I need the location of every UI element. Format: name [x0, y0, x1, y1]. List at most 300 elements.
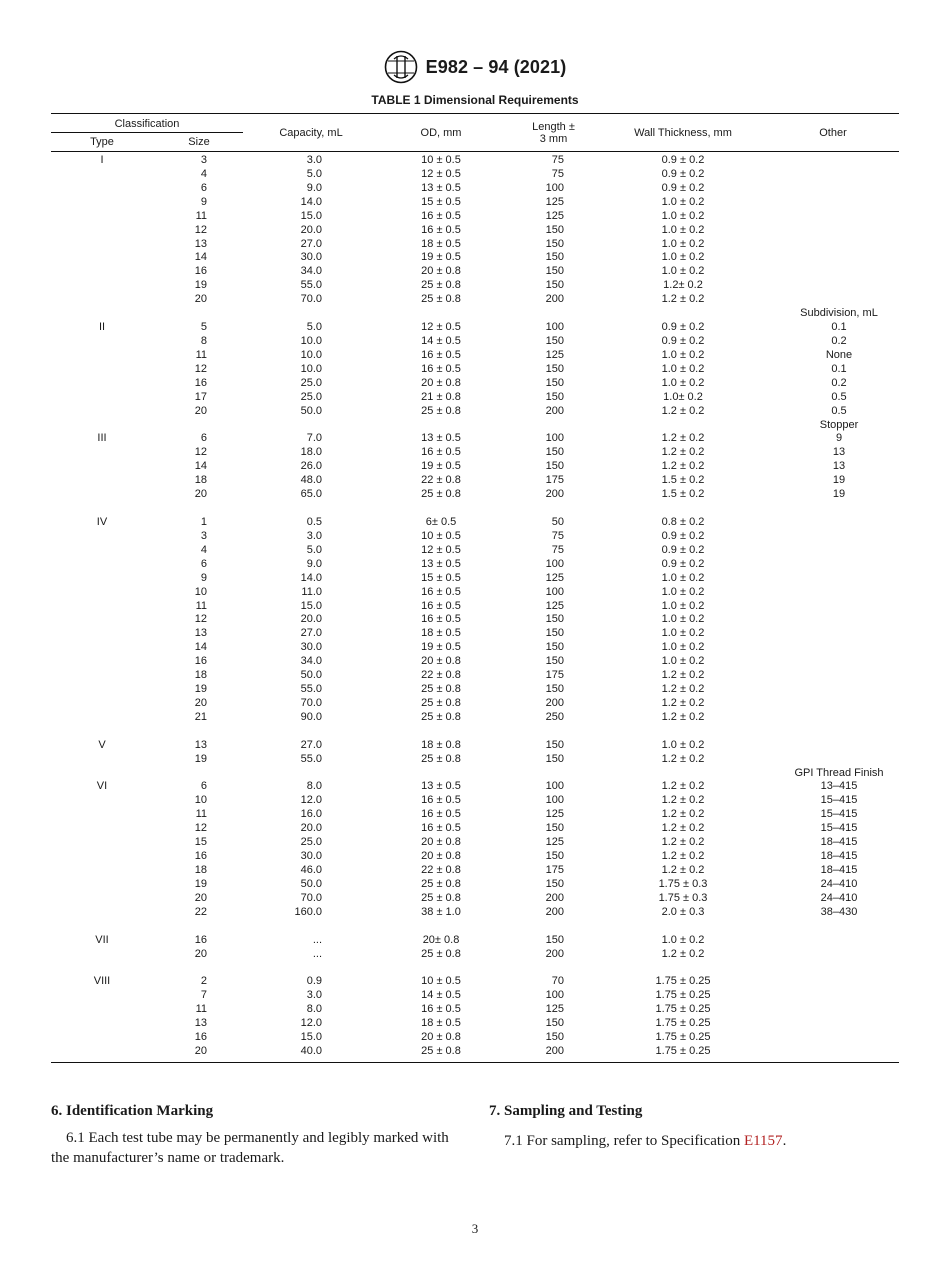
cell-capacity: 55.0 — [300, 752, 322, 765]
cell-length: 50 — [551, 515, 564, 528]
cell-wall-thickness: 0.9 ± 0.2 — [661, 543, 705, 556]
cell-capacity: 9.0 — [306, 557, 322, 570]
table-row — [51, 892, 899, 906]
cell-capacity: 30.0 — [300, 850, 322, 863]
cell-od: 21 ± 0.8 — [421, 390, 461, 403]
cell-od: 16 ± 0.5 — [421, 1003, 461, 1016]
cell-od: 16 ± 0.5 — [421, 223, 461, 236]
cell-wall-thickness: 1.0 ± 0.2 — [661, 209, 705, 222]
cell-length: 175 — [545, 864, 564, 877]
cell-length: 175 — [545, 474, 564, 487]
cell-length: 125 — [545, 571, 564, 584]
cell-capacity: 160.0 — [294, 905, 322, 918]
cell-capacity: 12.0 — [300, 1017, 322, 1030]
cell-type: III — [97, 432, 107, 445]
section-7-heading: 7. Sampling and Testing — [489, 1103, 643, 1119]
cell-length: 75 — [551, 529, 564, 542]
table-row — [51, 321, 899, 335]
cell-other: 0.1 — [831, 362, 847, 375]
cell-capacity: 0.9 — [306, 975, 322, 988]
cell-od: 16 ± 0.5 — [421, 794, 461, 807]
cell-wall-thickness: 1.5 ± 0.2 — [661, 474, 705, 487]
cell-od: 25 ± 0.8 — [421, 683, 461, 696]
cell-capacity: 10.0 — [300, 362, 322, 375]
cell-wall-thickness: 1.75 ± 0.25 — [655, 1045, 711, 1057]
cell-capacity: 18.0 — [300, 446, 322, 459]
cell-capacity: 26.0 — [300, 460, 322, 473]
cell-capacity: 34.0 — [300, 265, 322, 278]
cell-wall-thickness: 1.0 ± 0.2 — [661, 627, 705, 640]
cell-wall-thickness: 1.2 ± 0.2 — [661, 947, 705, 960]
cell-length: 150 — [545, 641, 564, 654]
page-number: 3 — [471, 1221, 479, 1236]
cell-od: 25 ± 0.8 — [421, 947, 461, 960]
table-row — [51, 405, 899, 419]
cell-length: 175 — [545, 669, 564, 682]
cell-capacity: 40.0 — [300, 1045, 322, 1057]
cell-size: 12 — [194, 362, 207, 375]
cell-od: 14 ± 0.5 — [421, 334, 461, 347]
cell-wall-thickness: 2.0 ± 0.3 — [661, 905, 705, 918]
cell-wall-thickness: 1.0 ± 0.2 — [661, 655, 705, 668]
cell-size: 12 — [194, 223, 207, 236]
cell-other: 15–415 — [820, 822, 858, 835]
table-row — [51, 210, 899, 224]
cell-wall-thickness: 1.2 ± 0.2 — [661, 808, 705, 821]
cell-size: 20 — [194, 947, 207, 960]
cell-length: 200 — [545, 404, 564, 417]
cell-capacity: 14.0 — [300, 571, 322, 584]
cell-size: 12 — [194, 613, 207, 626]
cell-size: 20 — [194, 696, 207, 709]
cell-size: 14 — [194, 460, 207, 473]
cell-size: 4 — [200, 167, 207, 180]
cell-od: 22 ± 0.8 — [421, 864, 461, 877]
cell-capacity: 50.0 — [300, 404, 322, 417]
header-od: OD, mm — [420, 127, 462, 139]
cell-od: 25 ± 0.8 — [421, 877, 461, 890]
cell-size: 16 — [194, 1031, 207, 1044]
cell-other: 24–410 — [820, 877, 858, 890]
cell-length: 150 — [545, 613, 564, 626]
cell-capacity: 27.0 — [300, 237, 322, 250]
cell-capacity: 70.0 — [300, 293, 322, 306]
table-row — [51, 419, 899, 433]
table-row — [51, 488, 899, 502]
cell-size: 18 — [194, 864, 207, 877]
cell-length: 100 — [545, 321, 564, 334]
cell-size: 19 — [194, 877, 207, 890]
cell-wall-thickness: 1.75 ± 0.3 — [658, 877, 708, 890]
table-row — [51, 335, 899, 349]
cell-length: 100 — [545, 989, 564, 1002]
cell-wall-thickness: 1.2 ± 0.2 — [661, 850, 705, 863]
table-row — [51, 391, 899, 405]
section-6-paragraph: 6.1 Each test tube may be permanently and legibly marked with the manufacturer’s name or trademark. — [51, 1130, 449, 1166]
cell-size: 16 — [194, 850, 207, 863]
table-row — [51, 516, 899, 530]
section-7-paragraph — [489, 1131, 899, 1151]
table-row — [51, 725, 899, 739]
cell-size: 12 — [194, 822, 207, 835]
table-row — [51, 460, 899, 474]
table-row — [51, 446, 899, 460]
table-row — [51, 238, 899, 252]
dimensional-requirements-table — [51, 113, 899, 1063]
cell-other: Subdivision, mL — [800, 307, 878, 320]
cell-other: 15–415 — [820, 808, 858, 821]
table-bottom-rule — [51, 1062, 899, 1063]
cell-capacity: 5.0 — [306, 167, 322, 180]
cell-capacity: 3.0 — [306, 529, 322, 542]
cell-size: 13 — [194, 627, 207, 640]
cell-capacity: 5.0 — [306, 543, 322, 556]
table-row — [51, 780, 899, 794]
table-row — [51, 683, 899, 697]
cell-od: 25 ± 0.8 — [421, 404, 461, 417]
cell-length: 100 — [545, 557, 564, 570]
table-row — [51, 1031, 899, 1045]
cell-wall-thickness: 1.75 ± 0.25 — [655, 1031, 711, 1044]
cell-length: 100 — [545, 181, 564, 194]
cell-od: 25 ± 0.8 — [421, 752, 461, 765]
cell-od: 14 ± 0.5 — [421, 989, 461, 1002]
cell-wall-thickness: 0.8 ± 0.2 — [661, 515, 705, 528]
cell-size: 13 — [194, 738, 207, 751]
cell-size: 11 — [195, 348, 207, 361]
cell-length: 200 — [545, 905, 564, 918]
cell-wall-thickness: 1.0 ± 0.2 — [661, 571, 705, 584]
table-row — [51, 934, 899, 948]
cell-od: 16 ± 0.5 — [421, 822, 461, 835]
cell-size: 20 — [194, 293, 207, 306]
cell-capacity: 0.5 — [306, 515, 322, 528]
cell-length: 70 — [551, 975, 564, 988]
table-row — [51, 697, 899, 711]
cell-wall-thickness: 0.9 ± 0.2 — [661, 557, 705, 570]
cell-size: 11 — [195, 808, 207, 821]
table-title: TABLE 1 Dimensional Requirements — [371, 93, 579, 107]
cell-length: 150 — [545, 627, 564, 640]
cell-capacity: 14.0 — [300, 195, 322, 208]
cell-wall-thickness: 1.75 ± 0.25 — [655, 975, 711, 988]
cell-capacity: 27.0 — [300, 627, 322, 640]
cell-capacity: 25.0 — [300, 390, 322, 403]
cell-wall-thickness: 1.2 ± 0.2 — [661, 683, 705, 696]
cell-wall-thickness: 1.0 ± 0.2 — [661, 362, 705, 375]
table-row — [51, 753, 899, 767]
cell-size: 1 — [200, 515, 207, 528]
table-row — [51, 600, 899, 614]
cell-od: 16 ± 0.5 — [421, 209, 461, 222]
cell-type: VIII — [93, 975, 111, 988]
table-row — [51, 655, 899, 669]
cell-od: 16 ± 0.5 — [421, 348, 461, 361]
cell-size: 21 — [194, 710, 207, 723]
table-row — [51, 307, 899, 321]
cell-size: 18 — [194, 474, 207, 487]
cell-od: 18 ± 0.5 — [421, 627, 461, 640]
cell-length: 125 — [545, 209, 564, 222]
cell-capacity: 10.0 — [300, 348, 322, 361]
astm-logo-icon — [384, 50, 418, 84]
cell-od: 18 ± 0.5 — [421, 237, 461, 250]
cell-type: II — [98, 321, 106, 334]
cell-other: 13–415 — [820, 780, 858, 793]
cell-length: 150 — [545, 683, 564, 696]
table-row — [51, 878, 899, 892]
cell-length: 125 — [545, 348, 564, 361]
cell-od: 19 ± 0.5 — [421, 641, 461, 654]
cell-size: 20 — [194, 488, 207, 501]
cell-size: 11 — [195, 1003, 207, 1016]
cell-size: 16 — [194, 376, 207, 389]
cell-od: 16 ± 0.5 — [421, 599, 461, 612]
cell-other: 13 — [832, 460, 846, 473]
cell-capacity: 5.0 — [306, 321, 322, 334]
table-row — [51, 711, 899, 725]
cell-wall-thickness: 1.2 ± 0.2 — [661, 293, 705, 306]
cell-size: 9 — [200, 195, 207, 208]
cell-length: 75 — [551, 154, 564, 166]
cell-length: 75 — [551, 167, 564, 180]
cell-od: 19 ± 0.5 — [421, 251, 461, 264]
cell-wall-thickness: 1.2 ± 0.2 — [661, 864, 705, 877]
cell-length: 150 — [545, 850, 564, 863]
table-row — [51, 558, 899, 572]
cell-od: 25 ± 0.8 — [421, 1045, 461, 1057]
table-row — [51, 836, 899, 850]
cell-length: 200 — [545, 293, 564, 306]
cell-capacity: 70.0 — [300, 696, 322, 709]
cell-capacity: ... — [312, 933, 322, 946]
cell-wall-thickness: 1.75 ± 0.3 — [658, 891, 708, 904]
cell-od: 22 ± 0.8 — [421, 474, 461, 487]
cell-size: 20 — [194, 891, 207, 904]
cell-length: 150 — [545, 362, 564, 375]
cell-length: 150 — [545, 877, 564, 890]
cell-size: 7 — [200, 989, 207, 1002]
cell-od: 16 ± 0.5 — [421, 613, 461, 626]
cell-size: 6 — [200, 557, 207, 570]
cell-length: 200 — [545, 488, 564, 501]
cell-capacity: 55.0 — [300, 279, 322, 292]
cell-capacity: 7.0 — [306, 432, 322, 445]
cell-od: 16 ± 0.5 — [421, 808, 461, 821]
cell-capacity: 46.0 — [300, 864, 322, 877]
classification-underline — [51, 132, 243, 133]
cell-od: 13 ± 0.5 — [421, 432, 461, 445]
cell-wall-thickness: 1.0 ± 0.2 — [661, 348, 705, 361]
cell-od: 13 ± 0.5 — [421, 780, 461, 793]
cell-length: 150 — [545, 752, 564, 765]
cell-od: 13 ± 0.5 — [421, 557, 461, 570]
table-header — [51, 114, 899, 151]
section-6-heading: 6. Identification Marking — [51, 1103, 214, 1119]
cell-length: 150 — [545, 655, 564, 668]
specification-link-e1157[interactable]: E1157 — [743, 1133, 783, 1149]
cell-od: 25 ± 0.8 — [421, 279, 461, 292]
table-row — [51, 864, 899, 878]
table-row — [51, 1017, 899, 1031]
cell-other: 13 — [832, 446, 846, 459]
cell-od: 20 ± 0.8 — [421, 265, 461, 278]
cell-wall-thickness: 1.0 ± 0.2 — [661, 237, 705, 250]
cell-other: 19 — [832, 488, 846, 501]
cell-od: 20 ± 0.8 — [421, 655, 461, 668]
table-row — [51, 794, 899, 808]
cell-wall-thickness: 1.2 ± 0.2 — [661, 780, 705, 793]
cell-wall-thickness: 1.0 ± 0.2 — [661, 613, 705, 626]
cell-size: 19 — [194, 683, 207, 696]
cell-length: 75 — [551, 543, 564, 556]
cell-other: 38–430 — [820, 905, 858, 918]
cell-capacity: 11.0 — [301, 585, 322, 598]
cell-wall-thickness: 1.2 ± 0.2 — [661, 696, 705, 709]
cell-capacity: 9.0 — [306, 181, 322, 194]
cell-other: 15–415 — [820, 794, 858, 807]
cell-size: 6 — [200, 181, 207, 194]
cell-length: 125 — [545, 195, 564, 208]
cell-size: 12 — [194, 446, 207, 459]
table-row — [51, 293, 899, 307]
cell-capacity: 10.0 — [300, 334, 322, 347]
cell-capacity: 34.0 — [300, 655, 322, 668]
cell-capacity: 27.0 — [300, 738, 322, 751]
cell-od: 12 ± 0.5 — [421, 167, 461, 180]
table-row — [51, 224, 899, 238]
cell-wall-thickness: 1.0 ± 0.2 — [661, 585, 705, 598]
cell-length: 150 — [545, 334, 564, 347]
cell-od: 6± 0.5 — [425, 515, 457, 528]
table-row — [51, 349, 899, 363]
cell-wall-thickness: 0.9 ± 0.2 — [661, 167, 705, 180]
cell-size: 3 — [200, 154, 207, 166]
table-row — [51, 850, 899, 864]
cell-capacity: 20.0 — [300, 613, 322, 626]
section-7-suffix: . — [782, 1133, 787, 1149]
cell-wall-thickness: 0.9 ± 0.2 — [661, 529, 705, 542]
section-7-text: 7.1 For sampling, refer to Specification — [504, 1133, 744, 1149]
cell-wall-thickness: 1.0 ± 0.2 — [661, 376, 705, 389]
cell-size: 16 — [194, 265, 207, 278]
cell-other: 18–415 — [820, 864, 858, 877]
cell-other: Stopper — [819, 418, 859, 431]
cell-length: 125 — [545, 808, 564, 821]
cell-size: 3 — [200, 529, 207, 542]
cell-size: 19 — [194, 752, 207, 765]
cell-length: 150 — [545, 251, 564, 264]
table-row — [51, 669, 899, 683]
table-row — [51, 613, 899, 627]
cell-other: 18–415 — [820, 836, 858, 849]
cell-capacity: 20.0 — [300, 822, 322, 835]
cell-length: 125 — [545, 836, 564, 849]
table-row — [51, 822, 899, 836]
cell-size: 11 — [195, 209, 207, 222]
cell-size: 16 — [194, 655, 207, 668]
cell-od: 10 ± 0.5 — [421, 154, 461, 166]
cell-length: 150 — [545, 1031, 564, 1044]
table-row — [51, 948, 899, 962]
cell-od: 20 ± 0.8 — [421, 376, 461, 389]
cell-wall-thickness: 1.75 ± 0.25 — [655, 1003, 711, 1016]
table-row — [51, 377, 899, 391]
cell-od: 20± 0.8 — [422, 933, 460, 946]
cell-length: 150 — [545, 446, 564, 459]
cell-od: 16 ± 0.5 — [421, 585, 461, 598]
table-row — [51, 1003, 899, 1017]
table-row — [51, 586, 899, 600]
cell-od: 20 ± 0.8 — [421, 850, 461, 863]
cell-capacity: 55.0 — [300, 683, 322, 696]
cell-length: 150 — [545, 279, 564, 292]
cell-size: 15 — [194, 836, 207, 849]
cell-od: 20 ± 0.8 — [421, 1031, 461, 1044]
cell-wall-thickness: 1.2 ± 0.2 — [661, 432, 705, 445]
table-body — [51, 152, 899, 1062]
cell-wall-thickness: 1.2 ± 0.2 — [661, 836, 705, 849]
cell-size: 14 — [194, 641, 207, 654]
header-other: Other — [819, 127, 847, 139]
cell-od: 16 ± 0.5 — [421, 362, 461, 375]
table-row — [51, 363, 899, 377]
table-row — [51, 767, 899, 781]
cell-od: 22 ± 0.8 — [421, 669, 461, 682]
cell-length: 150 — [545, 390, 564, 403]
header-classification: Classification — [114, 118, 180, 130]
cell-length: 100 — [545, 585, 564, 598]
cell-length: 200 — [545, 696, 564, 709]
cell-od: 25 ± 0.8 — [421, 710, 461, 723]
cell-od: 19 ± 0.5 — [421, 460, 461, 473]
header-type: Type — [90, 136, 114, 148]
document-header — [0, 50, 950, 84]
table-row — [51, 154, 899, 168]
document-title: E982 – 94 (2021) — [425, 56, 567, 77]
cell-length: 100 — [545, 432, 564, 445]
cell-capacity: 3.0 — [306, 154, 322, 166]
cell-wall-thickness: 0.9 ± 0.2 — [661, 181, 705, 194]
cell-od: 20 ± 0.8 — [421, 836, 461, 849]
cell-size: 6 — [200, 432, 207, 445]
cell-length: 150 — [545, 460, 564, 473]
cell-size: 13 — [194, 237, 207, 250]
cell-wall-thickness: 1.0 ± 0.2 — [661, 265, 705, 278]
cell-length: 200 — [545, 891, 564, 904]
table-row — [51, 920, 899, 934]
cell-capacity: 20.0 — [300, 223, 322, 236]
cell-length: 150 — [545, 376, 564, 389]
cell-capacity: 8.0 — [306, 1003, 322, 1016]
cell-size: 9 — [200, 571, 207, 584]
cell-length: 150 — [545, 738, 564, 751]
cell-wall-thickness: 1.2 ± 0.2 — [661, 460, 705, 473]
cell-wall-thickness: 1.0 ± 0.2 — [661, 251, 705, 264]
cell-other: 9 — [835, 432, 843, 445]
cell-length: 125 — [545, 599, 564, 612]
table-row — [51, 989, 899, 1003]
cell-other: GPI Thread Finish — [794, 766, 884, 779]
cell-wall-thickness: 1.5 ± 0.2 — [661, 488, 705, 501]
cell-od: 10 ± 0.5 — [421, 975, 461, 988]
cell-size: 18 — [194, 669, 207, 682]
cell-size: 4 — [200, 543, 207, 556]
cell-size: 8 — [200, 334, 207, 347]
cell-size: 22 — [194, 905, 207, 918]
cell-wall-thickness: 1.0 ± 0.2 — [661, 223, 705, 236]
cell-type: I — [100, 154, 104, 166]
